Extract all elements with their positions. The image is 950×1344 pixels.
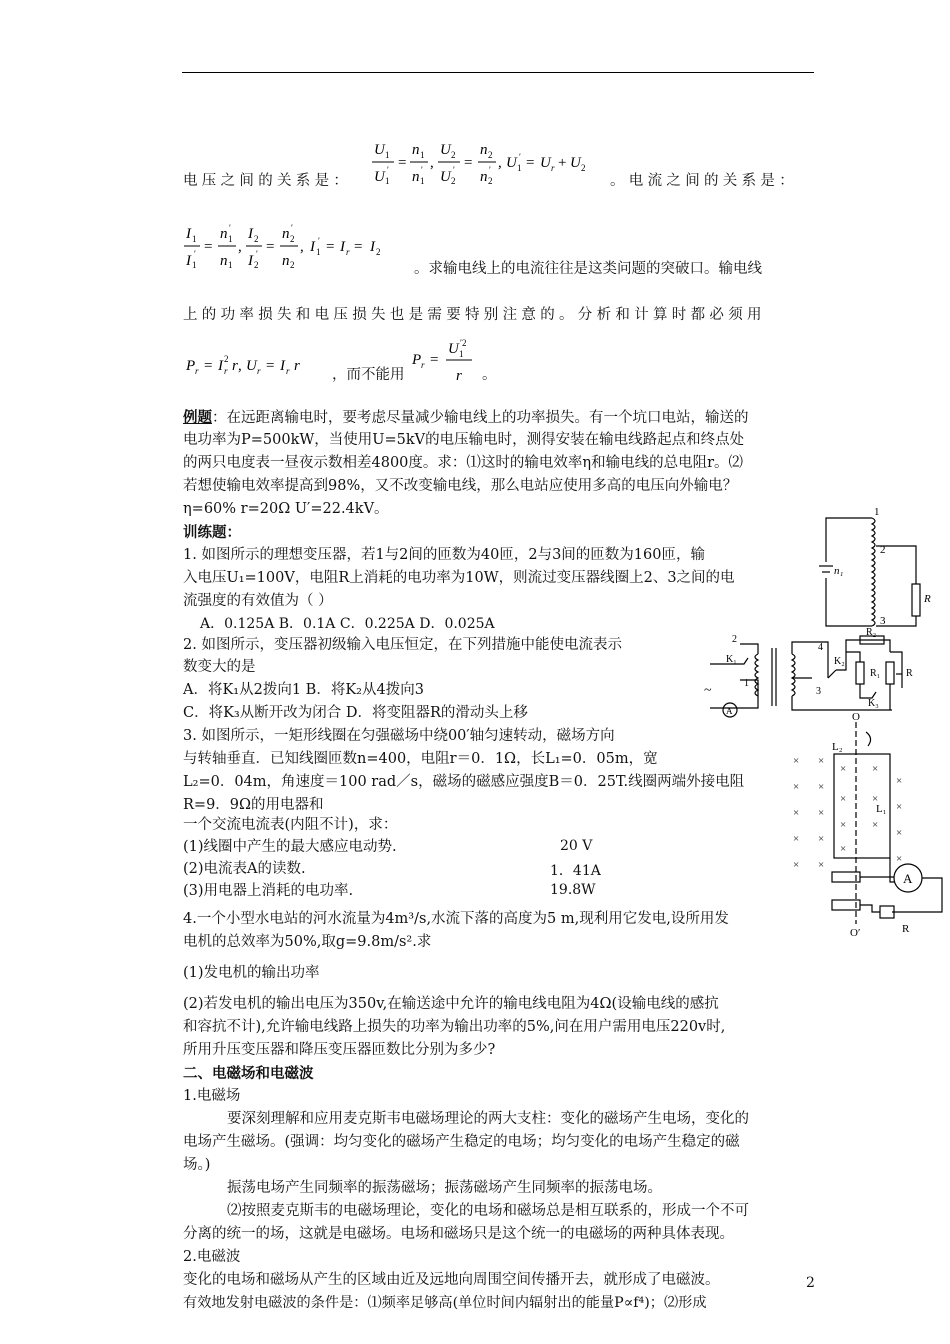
q1-line3: 流强度的有效值为（ ）	[183, 593, 333, 609]
svg-text:×: ×	[793, 781, 800, 793]
q3-answer2: 1．41A	[550, 863, 601, 879]
svg-text:×: ×	[872, 763, 879, 775]
q3-line4: R=9．9Ω的用电器和	[183, 797, 324, 813]
q3-line1: 3. 如图所示，一矩形线圈在匀强磁场中绕00′轴匀速转动，磁场方向	[183, 728, 615, 744]
svg-text:′: ′	[421, 165, 423, 175]
svg-text:1: 1	[420, 150, 425, 160]
svg-text:′: ′	[229, 223, 231, 233]
q2-options-cd: C．将K₃从断开改为闭合 D．将变阻器R的滑动头上移	[183, 705, 528, 721]
svg-text:=: =	[204, 358, 213, 374]
q1-line1: 1. 如图所示的理想变压器，若1与2间的匝数为40匝，2与3间的匝数为160匝，输	[183, 547, 705, 563]
svg-text:1: 1	[192, 260, 197, 270]
svg-text:r: r	[346, 247, 350, 257]
section2-p1-line3: 场。)	[183, 1157, 211, 1173]
fig2-label-R1: R₁	[870, 668, 881, 679]
fig1-label-R: R	[924, 593, 931, 605]
q4-line1: 4.一个小型水电站的河水流量为4m³/s,水流下落的高度为5 m,现利用它发电,设所用发	[183, 911, 729, 927]
svg-text:r: r	[195, 366, 199, 376]
header-rule	[182, 72, 814, 73]
section2-p1-line1: 要深刻理解和应用麦克斯韦电磁场理论的两大支柱：变化的磁场产生电场，变化的	[227, 1111, 749, 1127]
q3-answer3: 19.8W	[550, 882, 596, 898]
current-relation-formula	[182, 218, 422, 274]
q4-sub1: (1)发电机的输出功率	[183, 965, 320, 981]
svg-text:P: P	[412, 352, 422, 368]
svg-text:I: I	[280, 358, 285, 374]
svg-text:×: ×	[818, 755, 825, 767]
svg-text:U: U	[374, 169, 385, 185]
svg-text:r: r	[224, 366, 228, 376]
svg-text:2: 2	[290, 234, 295, 244]
fig2-label-K3: K₃	[868, 698, 879, 709]
q4-sub2-line3: 所用升压变压器和降压变压器匝数比分别为多少?	[183, 1042, 496, 1058]
svg-text:×: ×	[818, 859, 825, 871]
svg-text:×: ×	[818, 833, 825, 845]
svg-text:n: n	[220, 253, 228, 269]
fig2-label-4: 4	[818, 642, 823, 653]
svg-text:U: U	[440, 169, 451, 185]
fig3-label-R: R	[902, 923, 910, 935]
svg-text:=: =	[430, 352, 439, 368]
svg-text:=: =	[204, 239, 213, 255]
training-heading: 训练题：	[183, 524, 241, 541]
svg-text:×: ×	[840, 843, 847, 855]
svg-text:r: r	[456, 368, 462, 384]
svg-text:×: ×	[896, 853, 903, 865]
svg-text:2: 2	[376, 247, 381, 257]
svg-text:U: U	[374, 142, 385, 158]
wrong-power-formula	[410, 336, 480, 384]
section2-heading: 二、电磁场和电磁波	[183, 1065, 314, 1082]
figure-3-rotating-coil	[788, 706, 950, 938]
svg-text:×: ×	[872, 793, 879, 805]
svg-text:r: r	[421, 360, 425, 370]
svg-text:′: ′	[194, 249, 196, 259]
svg-text:=: =	[398, 155, 407, 171]
fig2-label-R2: R₂	[866, 628, 877, 638]
svg-text:,: ,	[300, 239, 304, 255]
svg-text:n: n	[480, 142, 488, 158]
svg-text:×: ×	[793, 807, 800, 819]
svg-text:=: =	[326, 239, 335, 255]
fig3-label-L2: L₂	[832, 741, 843, 753]
svg-text:I: I	[248, 253, 253, 269]
svg-text:′: ′	[291, 223, 293, 233]
section2-p1-line2: 电场产生磁场。(强调：均匀变化的磁场产生稳定的电场；均匀变化的电场产生稳定的磁	[183, 1134, 740, 1150]
q3-sub1: (1)线圈中产生的最大感应电动势.	[183, 839, 397, 855]
svg-text:n: n	[412, 169, 420, 185]
q3-line2: 与转轴垂直．已知线圈匝数n=400，电阻r＝0．1Ω，长L₁=0．05m，宽	[183, 751, 658, 767]
svg-text:n: n	[480, 169, 488, 185]
svg-text:=: =	[354, 239, 363, 255]
svg-text:1: 1	[316, 247, 321, 257]
q2-line1: 2. 如图所示，变压器初级输入电压恒定，在下列措施中能使电流表示	[183, 637, 622, 653]
figure-1-autotransformer	[812, 500, 947, 630]
svg-text:2: 2	[224, 354, 229, 364]
svg-text:1: 1	[420, 176, 425, 186]
svg-text:U: U	[570, 155, 581, 171]
svg-text:,: ,	[238, 239, 242, 255]
svg-text:×: ×	[896, 801, 903, 813]
svg-text:n: n	[282, 253, 290, 269]
svg-text:×: ×	[793, 859, 800, 871]
svg-text:r: r	[286, 366, 290, 376]
power-loss-formula	[182, 348, 342, 378]
fig2-label-K2: K₂	[834, 656, 845, 667]
svg-text:n: n	[220, 226, 228, 242]
svg-text:n: n	[412, 142, 420, 158]
section2-sub1-title: 1.电磁场	[183, 1088, 241, 1104]
q3-line5: 一个交流电流表(内阻不计)，求：	[183, 817, 398, 833]
q3-answer1: 20 V	[560, 838, 593, 854]
svg-text:I: I	[186, 253, 191, 269]
svg-text:2: 2	[290, 260, 295, 270]
intro-voltage-tail: 。电流之间的关系是：	[610, 173, 798, 189]
svg-text:×: ×	[840, 819, 847, 831]
svg-text:′: ′	[519, 152, 521, 162]
svg-text:I: I	[340, 239, 345, 255]
svg-text:×: ×	[840, 763, 847, 775]
svg-text:×: ×	[818, 781, 825, 793]
svg-text:n: n	[282, 226, 290, 242]
svg-text:I: I	[218, 358, 223, 374]
svg-text:+: +	[558, 155, 567, 171]
svg-text:P: P	[186, 358, 196, 374]
svg-text:,: ,	[238, 358, 242, 374]
svg-text:1: 1	[385, 150, 390, 160]
fig3-label-O: O	[852, 711, 860, 723]
fig2-label-1: 1	[744, 678, 749, 689]
q2-line2: 数变大的是	[183, 659, 256, 675]
fig1-label-1: 1	[874, 506, 880, 518]
svg-text:2: 2	[488, 150, 493, 160]
svg-text:,: ,	[430, 155, 434, 171]
svg-text:1: 1	[192, 234, 197, 244]
svg-text:×: ×	[872, 819, 879, 831]
svg-text:′: ′	[489, 165, 491, 175]
fig1-label-2: 2	[880, 544, 886, 556]
fig1-label-n1: n₁	[834, 565, 844, 577]
intro-current-tail: 。求输电线上的电流往往是这类问题的突破口。输电线	[414, 261, 762, 277]
svg-text:×: ×	[793, 755, 800, 767]
svg-text:×: ×	[840, 793, 847, 805]
fig3-label-L1: L₁	[876, 803, 887, 815]
svg-text:2: 2	[488, 176, 493, 186]
fig3-label-A: A	[903, 871, 913, 886]
svg-text:=: =	[266, 358, 275, 374]
fig2-label-3: 3	[816, 686, 821, 697]
q4-sub2-line2: 和容抗不计),允许输电线路上损失的功率为输出功率的5%,问在用户需用电压220v时,	[183, 1019, 726, 1035]
example-line1: 例题：在远距离输电时，要考虑尽量减少输电线上的功率损失。有一个坑口电站，输送的	[183, 409, 749, 426]
svg-text:2: 2	[451, 150, 456, 160]
intro-voltage-lead: 电压之间的关系是：	[183, 173, 353, 189]
intro-loss-line: 上的功率损失和电压损失也是需要特别注意的。分析和计算时都必须用	[183, 307, 766, 323]
example-line4: 若想使输电效率提高到98%，又不改变输电线，那么电站应使用多高的电压向外输电？	[183, 478, 738, 494]
section2-p3-line1: ⑵按照麦克斯韦的电磁场理论，变化的电场和磁场总是相互联系的，形成一个不可	[227, 1203, 749, 1219]
svg-text:U: U	[540, 155, 551, 171]
fig2-label-K1: K₁	[726, 654, 737, 665]
q1-options: A．0.125A B．0.1A C．0.225A D．0.025A	[200, 616, 495, 632]
svg-text:′: ′	[453, 165, 455, 175]
svg-text:I: I	[310, 239, 315, 255]
fig1-label-3: 3	[880, 615, 886, 627]
svg-text:×: ×	[896, 827, 903, 839]
q2-options-ab: A．将K₁从2拨向1 B．将K₂从4拨向3	[183, 682, 424, 698]
section2-p5: 有效地发射电磁波的条件是：⑴频率足够高(单位时间内辐射出的能量P∝f⁴)；⑵形成	[183, 1295, 707, 1311]
svg-text:1: 1	[517, 163, 522, 173]
intro-period: 。	[482, 367, 497, 383]
svg-text:1: 1	[385, 176, 390, 186]
svg-text:2: 2	[581, 163, 586, 173]
fig2-label-ac: ~	[704, 683, 712, 698]
q3-sub3: (3)用电器上消耗的电功率.	[183, 883, 354, 899]
fig2-label-2: 2	[732, 634, 737, 645]
svg-text:r: r	[257, 366, 261, 376]
q4-line2: 电机的总效率为50%,取g=9.8m/s².求	[183, 934, 432, 950]
svg-text:U: U	[506, 155, 517, 171]
section2-p3-line2: 分离的统一的场，这就是电磁场。电场和磁场只是这个统一的电磁场的两种具体表现。	[183, 1226, 734, 1242]
svg-text:×: ×	[818, 807, 825, 819]
svg-text:r: r	[294, 358, 300, 374]
example-answer: η=60% r=20Ω U′=22.4kV。	[183, 501, 389, 517]
svg-text:′2: ′2	[460, 338, 467, 348]
section2-p4: 变化的电场和磁场从产生的区域由近及远地向周围空间传播开去，就形成了电磁波。	[183, 1272, 720, 1288]
svg-text:I: I	[370, 239, 375, 255]
svg-text:=: =	[266, 239, 275, 255]
svg-text:1: 1	[228, 260, 233, 270]
svg-text:×: ×	[793, 833, 800, 845]
svg-text:1: 1	[459, 349, 464, 359]
q3-sub2: (2)电流表A的读数.	[183, 861, 306, 877]
svg-text:U: U	[448, 341, 459, 357]
example-line2: 电功率为P=500kW，当使用U=5kV的电压输电时，测得安装在输电线路起点和终点处	[183, 432, 745, 448]
page-number: 2	[806, 1275, 815, 1291]
svg-text:I: I	[248, 226, 253, 242]
svg-text:r: r	[551, 163, 555, 173]
voltage-relation-formula	[370, 134, 610, 190]
svg-text:2: 2	[451, 176, 456, 186]
q1-line2: 入电压U₁=100V，电阻R上消耗的电功率为10W，则流过变压器线圈上2、3之间的电	[183, 570, 735, 586]
q3-line3: L₂=0．04m，角速度＝100 rad／s，磁场的磁感应强度B＝0．25T.线圈两端外接电阻	[183, 774, 745, 790]
svg-text:=: =	[464, 155, 473, 171]
svg-text:′: ′	[318, 236, 320, 246]
fig2-label-R: R	[906, 668, 913, 679]
svg-text:2: 2	[254, 260, 259, 270]
fig3-label-O-prime: O′	[850, 927, 861, 938]
svg-text:U: U	[440, 142, 451, 158]
section2-sub2-title: 2.电磁波	[183, 1249, 241, 1265]
svg-text:I: I	[186, 226, 191, 242]
svg-text:,: ,	[498, 155, 502, 171]
svg-text:r: r	[232, 358, 238, 374]
svg-text:U: U	[246, 358, 257, 374]
intro-cannot-use: ，而不能用	[332, 367, 405, 383]
svg-text:×: ×	[896, 775, 903, 787]
svg-text:′: ′	[387, 165, 389, 175]
svg-text:′: ′	[256, 249, 258, 259]
svg-text:2: 2	[254, 234, 259, 244]
q4-sub2-line1: (2)若发电机的输出电压为350v,在输送途中允许的输电线电阻为4Ω(设输电线的感抗	[183, 996, 719, 1012]
svg-text:1: 1	[228, 234, 233, 244]
example-label: 例题	[183, 409, 212, 426]
example-line3: 的两只电度表一昼夜示数相差4800度。求：⑴这时的输电效率η和输电线的总电阻r。⑵	[183, 455, 744, 471]
section2-p2: 振荡电场产生同频率的振荡磁场；振荡磁场产生同频率的振荡电场。	[227, 1180, 662, 1196]
fig2-label-A: A	[726, 706, 733, 716]
svg-text:=: =	[526, 155, 535, 171]
